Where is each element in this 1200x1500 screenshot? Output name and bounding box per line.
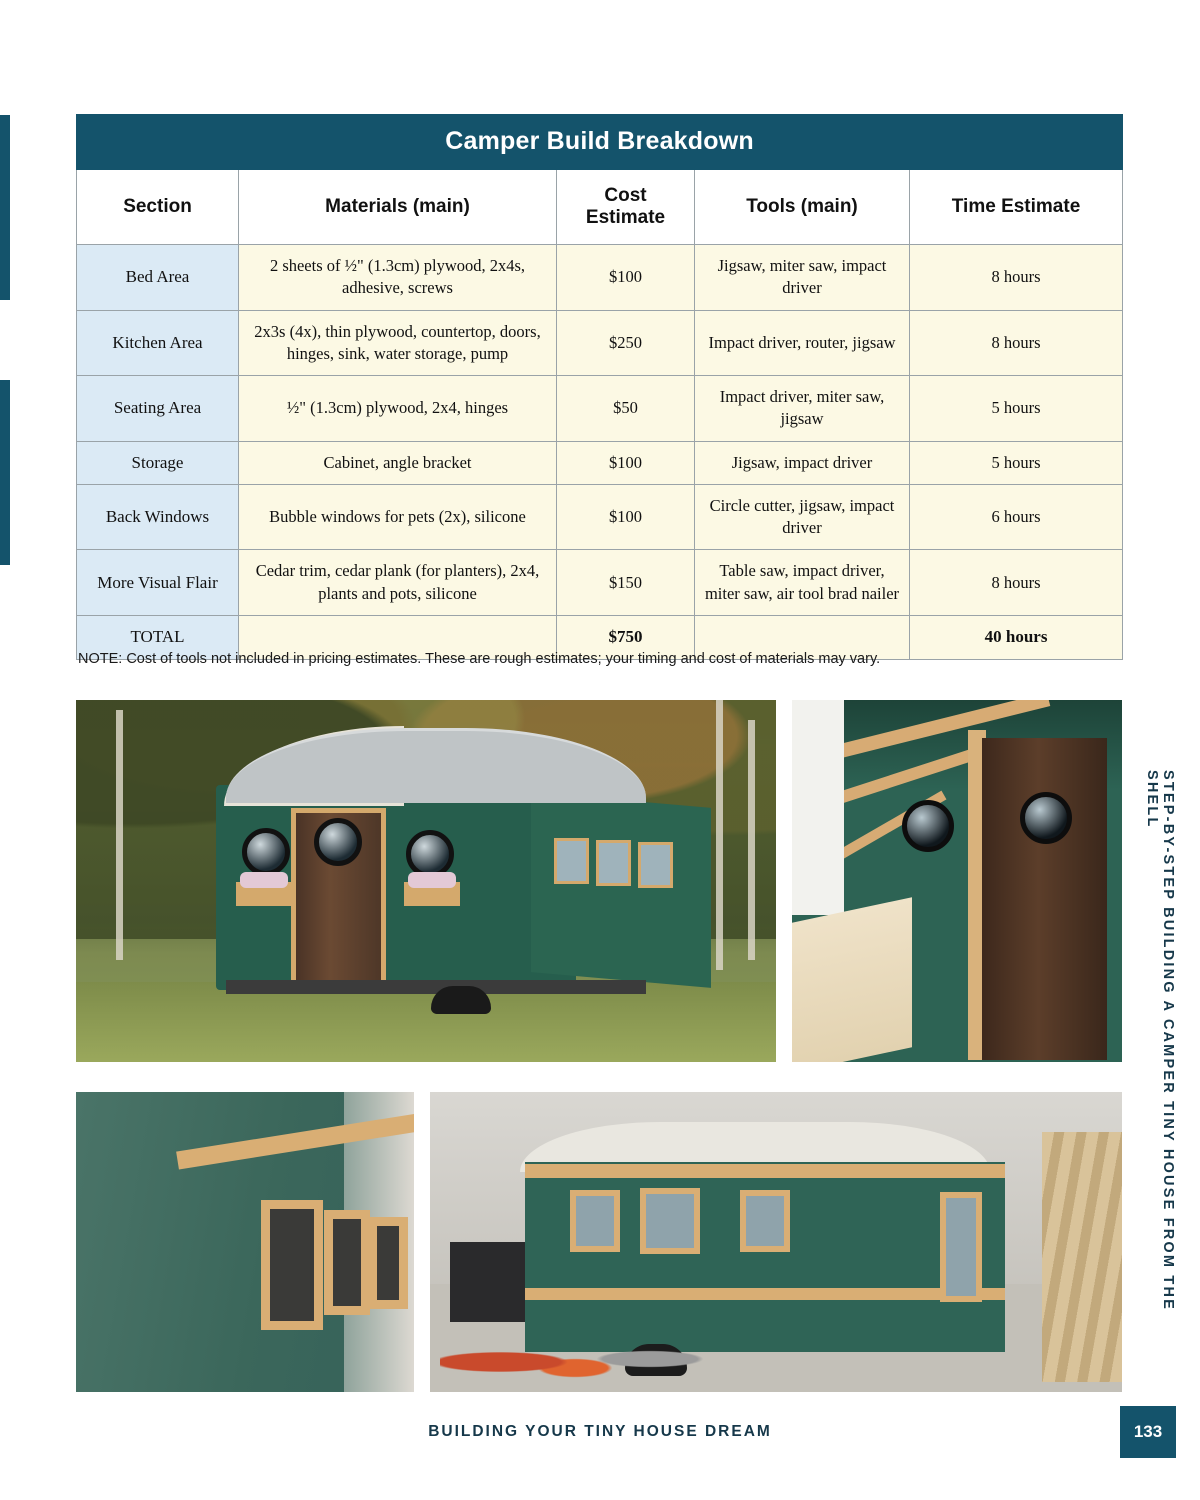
footer-book-title: BUILDING YOUR TINY HOUSE DREAM (428, 1423, 772, 1440)
trailer-wheel (431, 986, 491, 1014)
row-time: 8 hours (910, 550, 1123, 616)
interior-door (982, 738, 1107, 1060)
row-time: 6 hours (910, 484, 1123, 550)
row-tools: Circle cutter, jigsaw, impact driver (695, 484, 910, 550)
column-header-materials: Materials (main) (239, 170, 557, 245)
photo-camper-exterior (76, 700, 776, 1062)
row-cost: $100 (557, 441, 695, 484)
table-title: Camper Build Breakdown (77, 115, 1123, 170)
grass-foreground (76, 982, 776, 1062)
total-time: 40 hours (910, 615, 1123, 659)
row-materials: ½" (1.3cm) plywood, 2x4, hinges (239, 376, 557, 442)
window-center (324, 1210, 370, 1315)
row-time: 8 hours (910, 310, 1123, 376)
camper-side (531, 792, 711, 988)
column-header-tools: Tools (main) (695, 170, 910, 245)
row-tools: Impact driver, miter saw, jigsaw (695, 376, 910, 442)
side-window (638, 842, 673, 888)
tree-trunk (116, 710, 123, 960)
row-cost: $50 (557, 376, 695, 442)
cedar-trim-top (525, 1164, 1005, 1178)
photo-interior-wall-windows (76, 1092, 414, 1392)
page-edge-mark-top (0, 115, 10, 300)
window-right (368, 1217, 408, 1309)
porthole-window-right (1020, 792, 1072, 844)
table-row (77, 484, 1123, 550)
porthole-window-left (902, 800, 954, 852)
photo-interior-door (792, 700, 1122, 1062)
row-cost: $100 (557, 484, 695, 550)
porthole-window-right (406, 830, 454, 878)
row-section: Back Windows (77, 484, 239, 550)
trailer-frame (226, 980, 646, 994)
table-row (77, 245, 1123, 311)
row-cost: $150 (557, 550, 695, 616)
row-materials: Cedar trim, cedar plank (for planters), 2x4, plants and pots, silicone (239, 550, 557, 616)
side-window (596, 840, 631, 886)
tree-trunk (748, 720, 755, 960)
row-tools: Jigsaw, miter saw, impact driver (695, 245, 910, 311)
row-tools: Impact driver, router, jigsaw (695, 310, 910, 376)
row-tools: Table saw, impact driver, miter saw, air tool brad nailer (695, 550, 910, 616)
flowers-right (408, 872, 456, 888)
row-materials: Cabinet, angle bracket (239, 441, 557, 484)
table-row (77, 310, 1123, 376)
plywood-sheet (792, 897, 912, 1062)
row-materials: 2 sheets of ½" (1.3cm) plywood, 2x4s, adhesive, screws (239, 245, 557, 311)
table-row (77, 550, 1123, 616)
porthole-window-left (242, 828, 290, 876)
table-note: NOTE: Cost of tools not included in pricing estimates. These are rough estimates; your timing and cost of materials may vary. (78, 651, 881, 667)
total-cost: $750 (557, 615, 695, 659)
cedar-trim-bottom (525, 1288, 1005, 1300)
lumber-stack (1042, 1132, 1122, 1382)
workshop-clutter (440, 1326, 740, 1386)
row-cost: $250 (557, 310, 695, 376)
flowers-left (240, 872, 288, 888)
row-materials: 2x3s (4x), thin plywood, countertop, doors, hinges, sink, water storage, pump (239, 310, 557, 376)
rear-window (940, 1192, 982, 1302)
row-materials: Bubble windows for pets (2x), silicone (239, 484, 557, 550)
row-time: 5 hours (910, 441, 1123, 484)
side-window (570, 1190, 620, 1252)
table-row (77, 441, 1123, 484)
page-edge-mark-bottom (0, 380, 10, 565)
row-section: Seating Area (77, 376, 239, 442)
side-window (640, 1188, 700, 1254)
row-cost: $100 (557, 245, 695, 311)
page-number: 133 (1120, 1406, 1176, 1458)
window-left (261, 1200, 323, 1330)
row-section: Storage (77, 441, 239, 484)
side-window (740, 1190, 790, 1252)
row-tools: Jigsaw, impact driver (695, 441, 910, 484)
column-header-section: Section (77, 170, 239, 245)
white-panel (792, 700, 844, 915)
column-header-time: Time Estimate (910, 170, 1123, 245)
camper-build-breakdown-table (76, 114, 1122, 660)
tree-trunk (716, 700, 723, 970)
column-header-cost: Cost Estimate (557, 170, 695, 245)
row-section: Kitchen Area (77, 310, 239, 376)
table-header-row (77, 170, 1123, 245)
row-section: More Visual Flair (77, 550, 239, 616)
table-row (77, 376, 1123, 442)
row-section: Bed Area (77, 245, 239, 311)
chapter-side-tab: STEP-BY-STEP BUILDING A CAMPER TINY HOUSE FROM THE SHELL (1144, 770, 1176, 1312)
row-time: 8 hours (910, 245, 1123, 311)
photo-camper-in-workshop (430, 1092, 1122, 1392)
total-label: TOTAL (77, 615, 239, 659)
side-window (554, 838, 589, 884)
row-time: 5 hours (910, 376, 1123, 442)
porthole-window-center (314, 818, 362, 866)
